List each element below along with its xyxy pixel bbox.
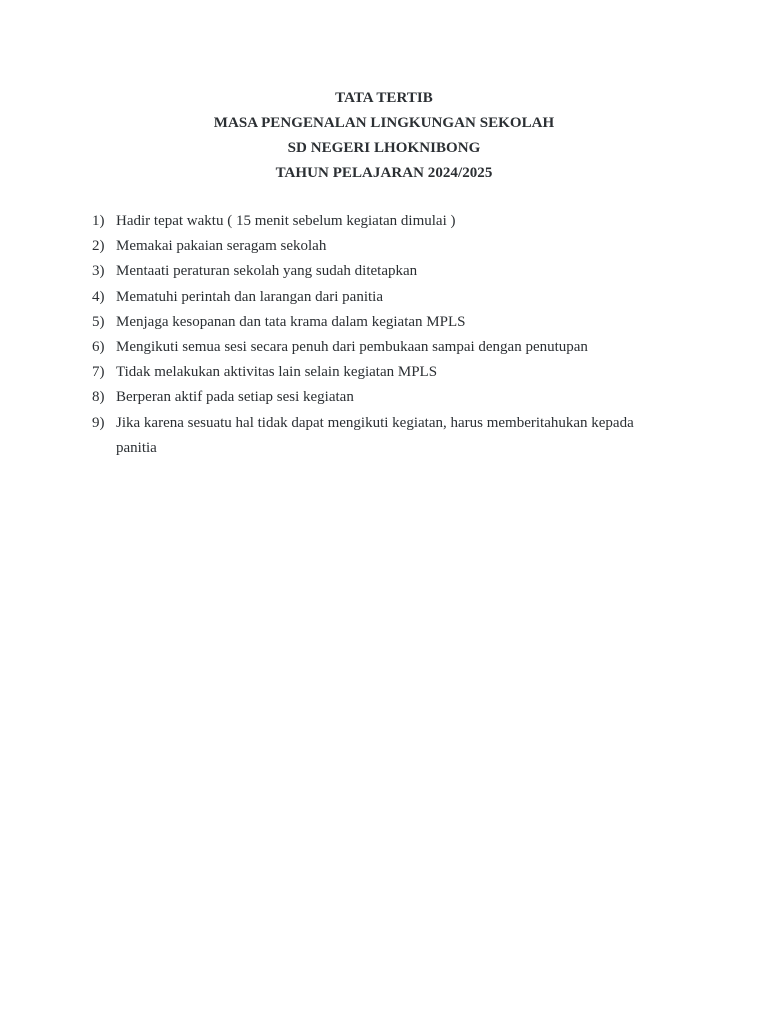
- rule-text: Hadir tepat waktu ( 15 menit sebelum kegiatan dimulai ): [116, 213, 456, 229]
- rule-text: Mentaati peraturan sekolah yang sudah ditetapkan: [116, 263, 418, 280]
- heading-event-name: MASA PENGENALAN LINGKUNGAN SEKOLAH: [213, 115, 555, 131]
- rule-item: [92, 285, 672, 310]
- rule-text: Mengikuti semua sesi secara penuh dari pembukaan sampai dengan penutupan: [116, 339, 588, 356]
- rule-item: [92, 259, 672, 284]
- rule-item: [92, 360, 672, 385]
- rule-item: [92, 385, 672, 410]
- rule-number: 4): [92, 288, 105, 305]
- rule-item: [92, 209, 672, 234]
- rule-text: Menjaga kesopanan dan tata krama dalam kegiatan MPLS: [116, 313, 466, 330]
- rule-number: 8): [92, 389, 105, 406]
- rule-number: 9): [92, 414, 105, 431]
- heading-school-name: SD NEGERI LHOKNIBONG: [287, 140, 481, 156]
- heading-title: TATA TERTIB: [335, 90, 433, 106]
- rule-number: 1): [92, 213, 105, 229]
- rule-number: 6): [92, 339, 105, 356]
- rule-text: Memakai pakaian seragam sekolah: [116, 238, 327, 255]
- rule-text: Berperan aktif pada setiap sesi kegiatan: [116, 389, 354, 406]
- rule-text: Tidak melakukan aktivitas lain selain kegiatan MPLS: [116, 364, 438, 381]
- rule-text: Jika karena sesuatu hal tidak dapat mengikuti kegiatan, harus memberitahukan kepada panitia: [116, 414, 634, 456]
- rule-number: 3): [92, 263, 105, 280]
- rule-item: [92, 234, 672, 259]
- rule-item: [92, 310, 672, 335]
- rule-item: [92, 411, 672, 461]
- rule-number: 7): [92, 364, 105, 381]
- heading-academic-year: TAHUN PELAJARAN 2024/2025: [275, 165, 493, 181]
- rule-text: Mematuhi perintah dan larangan dari panitia: [116, 288, 383, 305]
- rule-number: 5): [92, 313, 105, 330]
- rule-item: [92, 335, 672, 360]
- rule-number: 2): [92, 238, 105, 255]
- rules-list: [92, 209, 672, 461]
- document-heading: [0, 86, 768, 186]
